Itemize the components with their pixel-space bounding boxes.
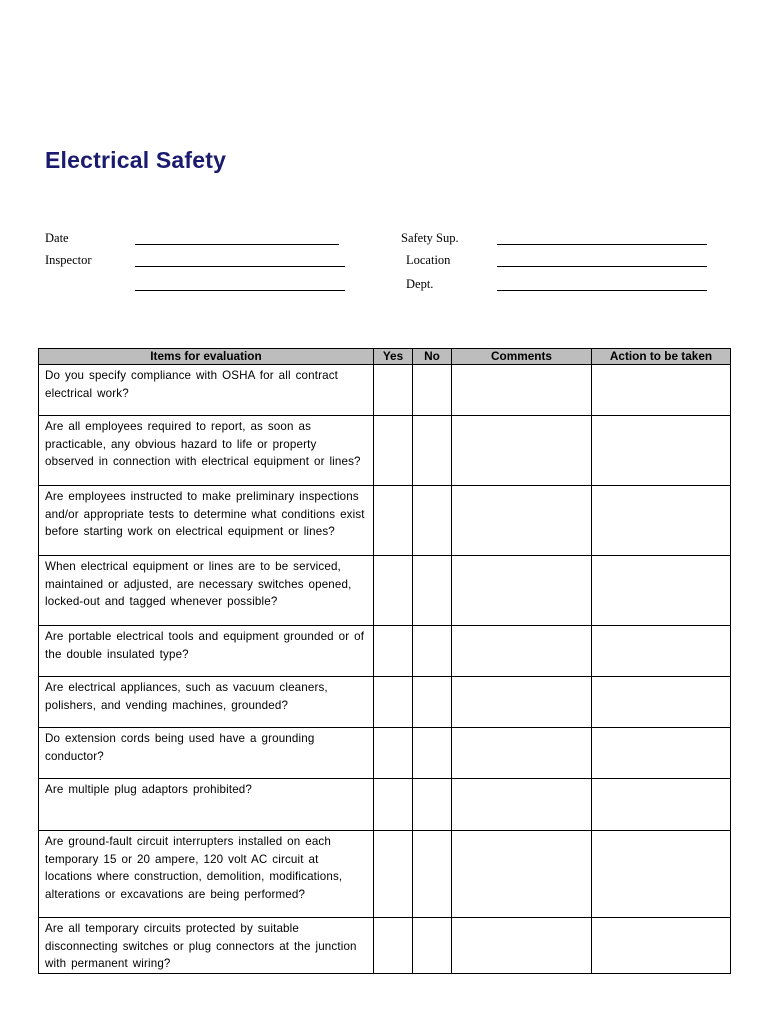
yes-cell[interactable] bbox=[374, 677, 413, 728]
location-field[interactable] bbox=[497, 266, 707, 267]
action-cell[interactable] bbox=[592, 486, 731, 556]
location-label: Location bbox=[406, 253, 451, 267]
table-row bbox=[39, 556, 731, 626]
action-cell[interactable] bbox=[592, 416, 731, 486]
yes-cell[interactable] bbox=[374, 918, 413, 974]
question-cell: Do extension cords being used have a grounding conductor? bbox=[39, 728, 374, 779]
yes-cell[interactable] bbox=[374, 728, 413, 779]
yes-cell[interactable] bbox=[374, 486, 413, 556]
question-cell: Are portable electrical tools and equipment grounded or of the double insulated type? bbox=[39, 626, 374, 677]
safety-sup-label: Safety Sup. bbox=[401, 231, 459, 245]
table-row bbox=[39, 626, 731, 677]
yes-cell[interactable] bbox=[374, 626, 413, 677]
no-cell[interactable] bbox=[413, 918, 452, 974]
no-cell[interactable] bbox=[413, 556, 452, 626]
action-cell[interactable] bbox=[592, 556, 731, 626]
table-row bbox=[39, 918, 731, 974]
no-cell[interactable] bbox=[413, 677, 452, 728]
no-cell[interactable] bbox=[413, 831, 452, 918]
question-cell: Are electrical appliances, such as vacuum cleaners, polishers, and vending machines, grounded? bbox=[39, 677, 374, 728]
inspector-label: Inspector bbox=[45, 253, 92, 267]
date-field[interactable] bbox=[135, 244, 339, 245]
yes-cell[interactable] bbox=[374, 416, 413, 486]
table-row bbox=[39, 416, 731, 486]
date-label: Date bbox=[45, 231, 69, 245]
comments-cell[interactable] bbox=[452, 677, 592, 728]
header-items: Items for evaluation bbox=[39, 349, 374, 365]
action-cell[interactable] bbox=[592, 677, 731, 728]
header-action: Action to be taken bbox=[592, 349, 731, 365]
comments-cell[interactable] bbox=[452, 365, 592, 416]
header-yes: Yes bbox=[374, 349, 413, 365]
yes-cell[interactable] bbox=[374, 365, 413, 416]
comments-cell[interactable] bbox=[452, 728, 592, 779]
inspector-field[interactable] bbox=[135, 266, 345, 267]
no-cell[interactable] bbox=[413, 728, 452, 779]
comments-cell[interactable] bbox=[452, 556, 592, 626]
question-cell: Are all employees required to report, as soon as practicable, any obvious hazard to life or property observed in connection with electrical equipment or lines? bbox=[39, 416, 374, 486]
action-cell[interactable] bbox=[592, 365, 731, 416]
comments-cell[interactable] bbox=[452, 918, 592, 974]
dept-field[interactable] bbox=[497, 290, 707, 291]
no-cell[interactable] bbox=[413, 779, 452, 831]
evaluation-table bbox=[38, 348, 731, 974]
table-row bbox=[39, 486, 731, 556]
dept-label: Dept. bbox=[406, 277, 434, 291]
yes-cell[interactable] bbox=[374, 831, 413, 918]
question-cell: Are multiple plug adaptors prohibited? bbox=[39, 779, 374, 831]
comments-cell[interactable] bbox=[452, 779, 592, 831]
no-cell[interactable] bbox=[413, 626, 452, 677]
table-row bbox=[39, 677, 731, 728]
question-cell: Are all temporary circuits protected by suitable disconnecting switches or plug connectors at the junction with permanent wiring? bbox=[39, 918, 374, 974]
action-cell[interactable] bbox=[592, 831, 731, 918]
no-cell[interactable] bbox=[413, 416, 452, 486]
question-cell: Are ground-fault circuit interrupters installed on each temporary 15 or 20 ampere, 120 volt AC circuit at locations where construction, demolition, modifications, alterations or excavations are being performed? bbox=[39, 831, 374, 918]
table-row bbox=[39, 728, 731, 779]
comments-cell[interactable] bbox=[452, 831, 592, 918]
table-row bbox=[39, 779, 731, 831]
question-cell: Are employees instructed to make preliminary inspections and/or appropriate tests to determine what conditions exist before starting work on electrical equipment or lines? bbox=[39, 486, 374, 556]
comments-cell[interactable] bbox=[452, 626, 592, 677]
table-row bbox=[39, 831, 731, 918]
yes-cell[interactable] bbox=[374, 556, 413, 626]
question-cell: When electrical equipment or lines are to be serviced, maintained or adjusted, are necessary switches opened, locked-out and tagged whenever possible? bbox=[39, 556, 374, 626]
header-no: No bbox=[413, 349, 452, 365]
extra-field[interactable] bbox=[135, 290, 345, 291]
safety-sup-field[interactable] bbox=[497, 244, 707, 245]
comments-cell[interactable] bbox=[452, 486, 592, 556]
action-cell[interactable] bbox=[592, 626, 731, 677]
action-cell[interactable] bbox=[592, 728, 731, 779]
page-title: Electrical Safety bbox=[45, 147, 227, 173]
comments-cell[interactable] bbox=[452, 416, 592, 486]
no-cell[interactable] bbox=[413, 486, 452, 556]
question-cell: Do you specify compliance with OSHA for all contract electrical work? bbox=[39, 365, 374, 416]
no-cell[interactable] bbox=[413, 365, 452, 416]
table-header-row bbox=[39, 349, 731, 365]
header-comments: Comments bbox=[452, 349, 592, 365]
table-row bbox=[39, 365, 731, 416]
action-cell[interactable] bbox=[592, 918, 731, 974]
action-cell[interactable] bbox=[592, 779, 731, 831]
yes-cell[interactable] bbox=[374, 779, 413, 831]
